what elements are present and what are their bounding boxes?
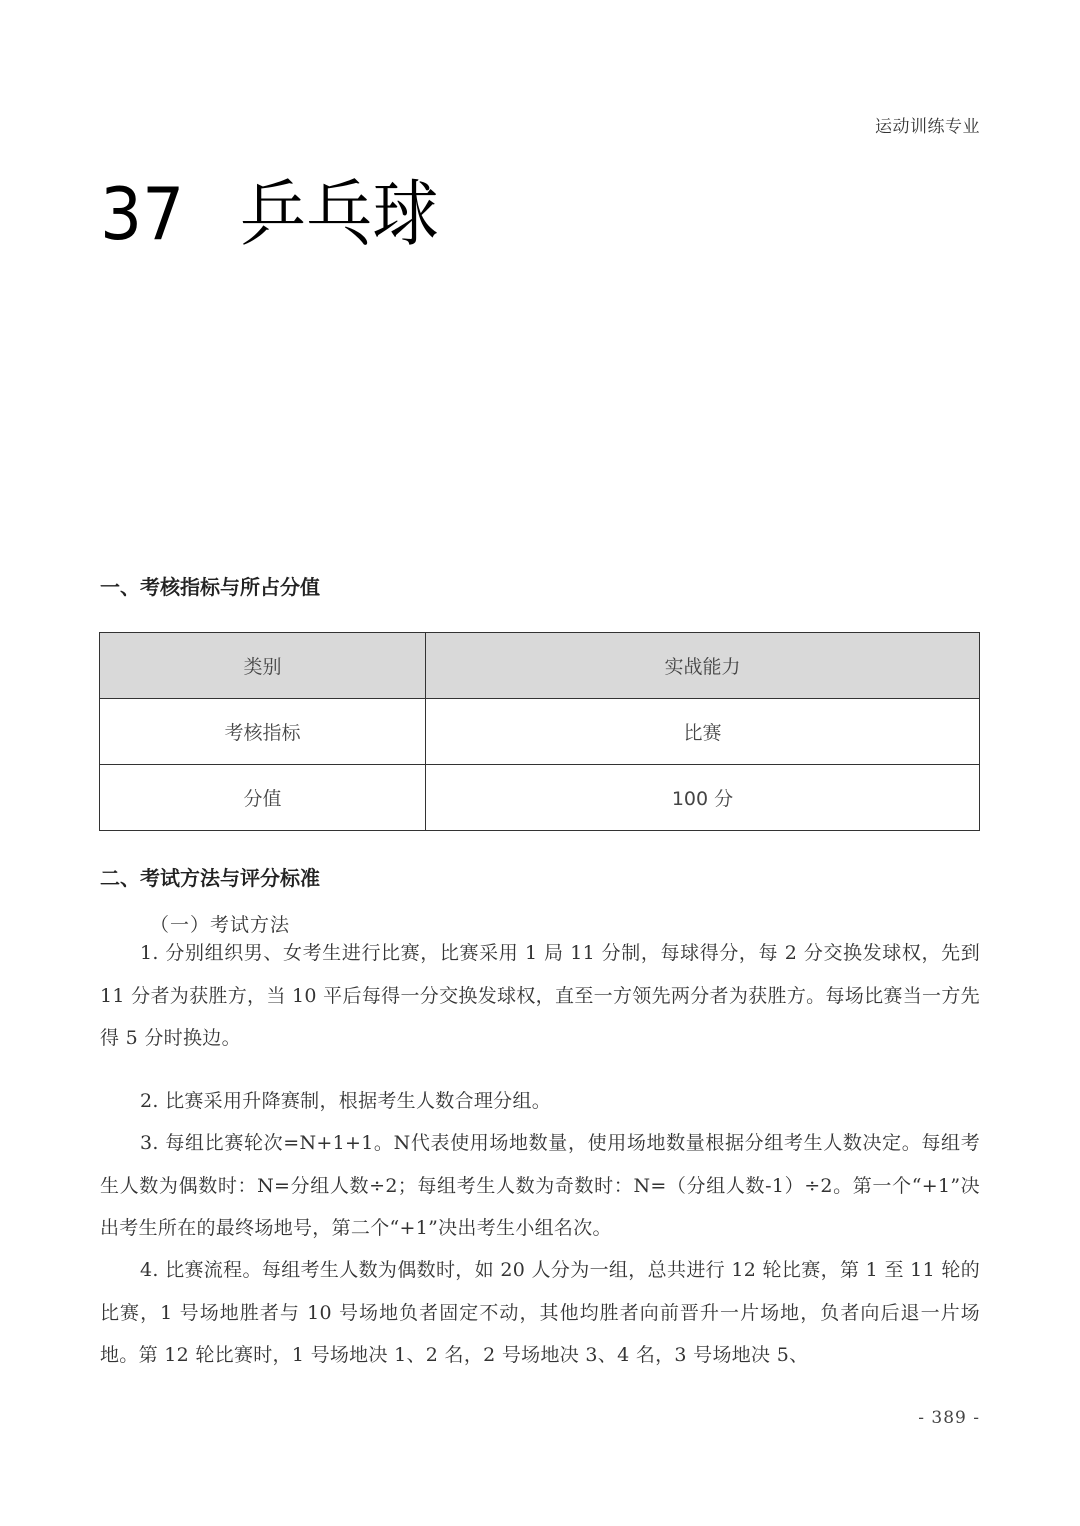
score-table	[99, 632, 980, 831]
section-heading-2: 二、考试方法与评分标准	[100, 866, 320, 890]
table-row	[100, 699, 980, 765]
table-cell-label: 分值	[100, 765, 426, 831]
page-number: - 389 -	[918, 1408, 980, 1428]
paragraph-3: 3. 每组比赛轮次=N+1+1。N代表使用场地数量，使用场地数量根据分组考生人数决定。每组考生人数为偶数时：N=分组人数÷2；每组考生人数为奇数时：N=（分组人数-1）÷2。第一个“+1”决出考生所在的最终场地号，第二个“+1”决出考生小组名次。	[100, 1132, 980, 1239]
table-cell-value: 实战能力	[426, 633, 980, 699]
chapter-name: 乒乓球	[239, 172, 439, 256]
table-cell-label: 考核指标	[100, 699, 426, 765]
chapter-title	[100, 172, 439, 256]
subheading-exam-method: （一）考试方法	[150, 914, 291, 936]
chapter-number: 37	[100, 172, 185, 256]
table-row	[100, 765, 980, 831]
paragraph-4: 4. 比赛流程。每组考生人数为偶数时，如 20 人分为一组，总共进行 12 轮比赛，第 1 至 11 轮的比赛，1 号场地胜者与 10 号场地负者固定不动，其他均胜者向前晋升一片场地，负者向后退一片场地。第 12 轮比赛时，1 号场地决 1、2 名，2 号场地决 3、4 名，3 号场地决 5、	[100, 1259, 980, 1366]
paragraph-1: 1. 分别组织男、女考生进行比赛，比赛采用 1 局 11 分制，每球得分，每 2 分交换发球权，先到 11 分者为获胜方，当 10 平后每得一分交换发球权，直至一方领先两分者为获胜方。每场比赛当一方先得 5 分时换边。	[100, 942, 980, 1049]
paragraph-2: 2. 比赛采用升降赛制，根据考生人数合理分组。	[140, 1090, 552, 1112]
table-cell-value: 100 分	[426, 765, 980, 831]
running-header: 运动训练专业	[875, 117, 980, 137]
table-cell-label: 类别	[100, 633, 426, 699]
table-cell-value: 比赛	[426, 699, 980, 765]
table-header-row	[100, 633, 980, 699]
section-heading-1: 一、考核指标与所占分值	[100, 575, 320, 599]
